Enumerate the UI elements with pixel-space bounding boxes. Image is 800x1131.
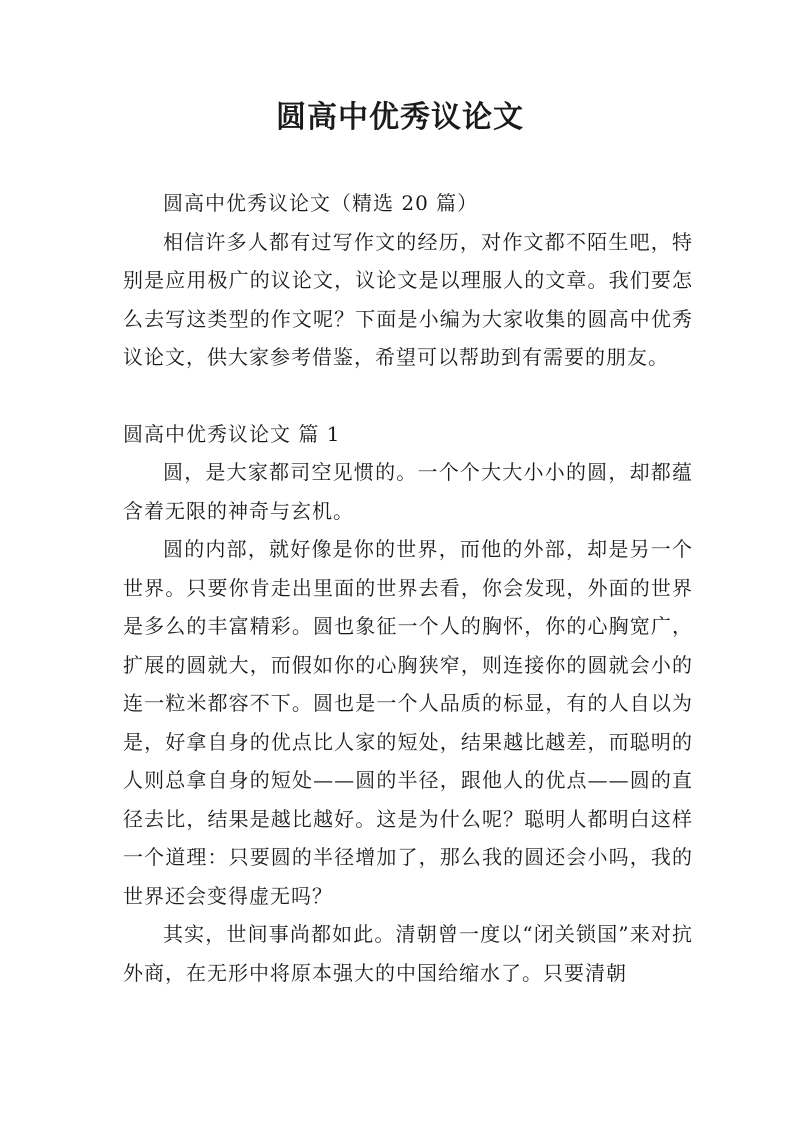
body-paragraph-2: 圆的内部，就好像是你的世界，而他的外部，却是另一个世界。只要你肯走出里面的世界去看，你会发现，外面的世界是多么的丰富精彩。圆也象征一个人的胸怀，你的心胸宽广，扩展的圆就大，而假如你的心胸狭窄，则连接你的圆就会小的连一粒米都容不下。圆也是一个人品质的标显，有的人自以为是，好拿自身的优点比人家的短处，结果越比越差，而聪明的人则总拿自身的短处——圆的半径，跟他人的优点——圆的直径去比，结果是越比越好。这是为什么呢？聪明人都明白这样一个道理：只要圆的半径增加了，那么我的圆还会小吗，我的世界还会变得虚无吗？ [123, 537, 693, 908]
intro-paragraph: 相信许多人都有过写作文的经历，对作文都不陌生吧，特别是应用极广的议论文，议论文是以理服人的文章。我们要怎么去写这类型的作文呢？下面是小编为大家收集的圆高中优秀议论文，供大家参考借鉴，希望可以帮助到有需要的朋友。 [123, 229, 693, 369]
document-body [123, 184, 693, 992]
section-heading: 圆高中优秀议论文 篇 1 [123, 421, 341, 446]
section-spacer [123, 377, 693, 415]
document-title: 圆高中优秀议论文 [276, 100, 524, 135]
body-paragraph-1: 圆，是大家都司空见惯的。一个个大大小小的圆，却都蕴含着无限的神奇与玄机。 [123, 460, 693, 523]
document-subtitle: 圆高中优秀议论文（精选 20 篇） [163, 191, 479, 215]
body-paragraph-3: 其实，世间事尚都如此。清朝曾一度以“闭关锁国”来对抗外商，在无形中将原本强大的中国给缩水了。只要清朝 [123, 922, 693, 985]
